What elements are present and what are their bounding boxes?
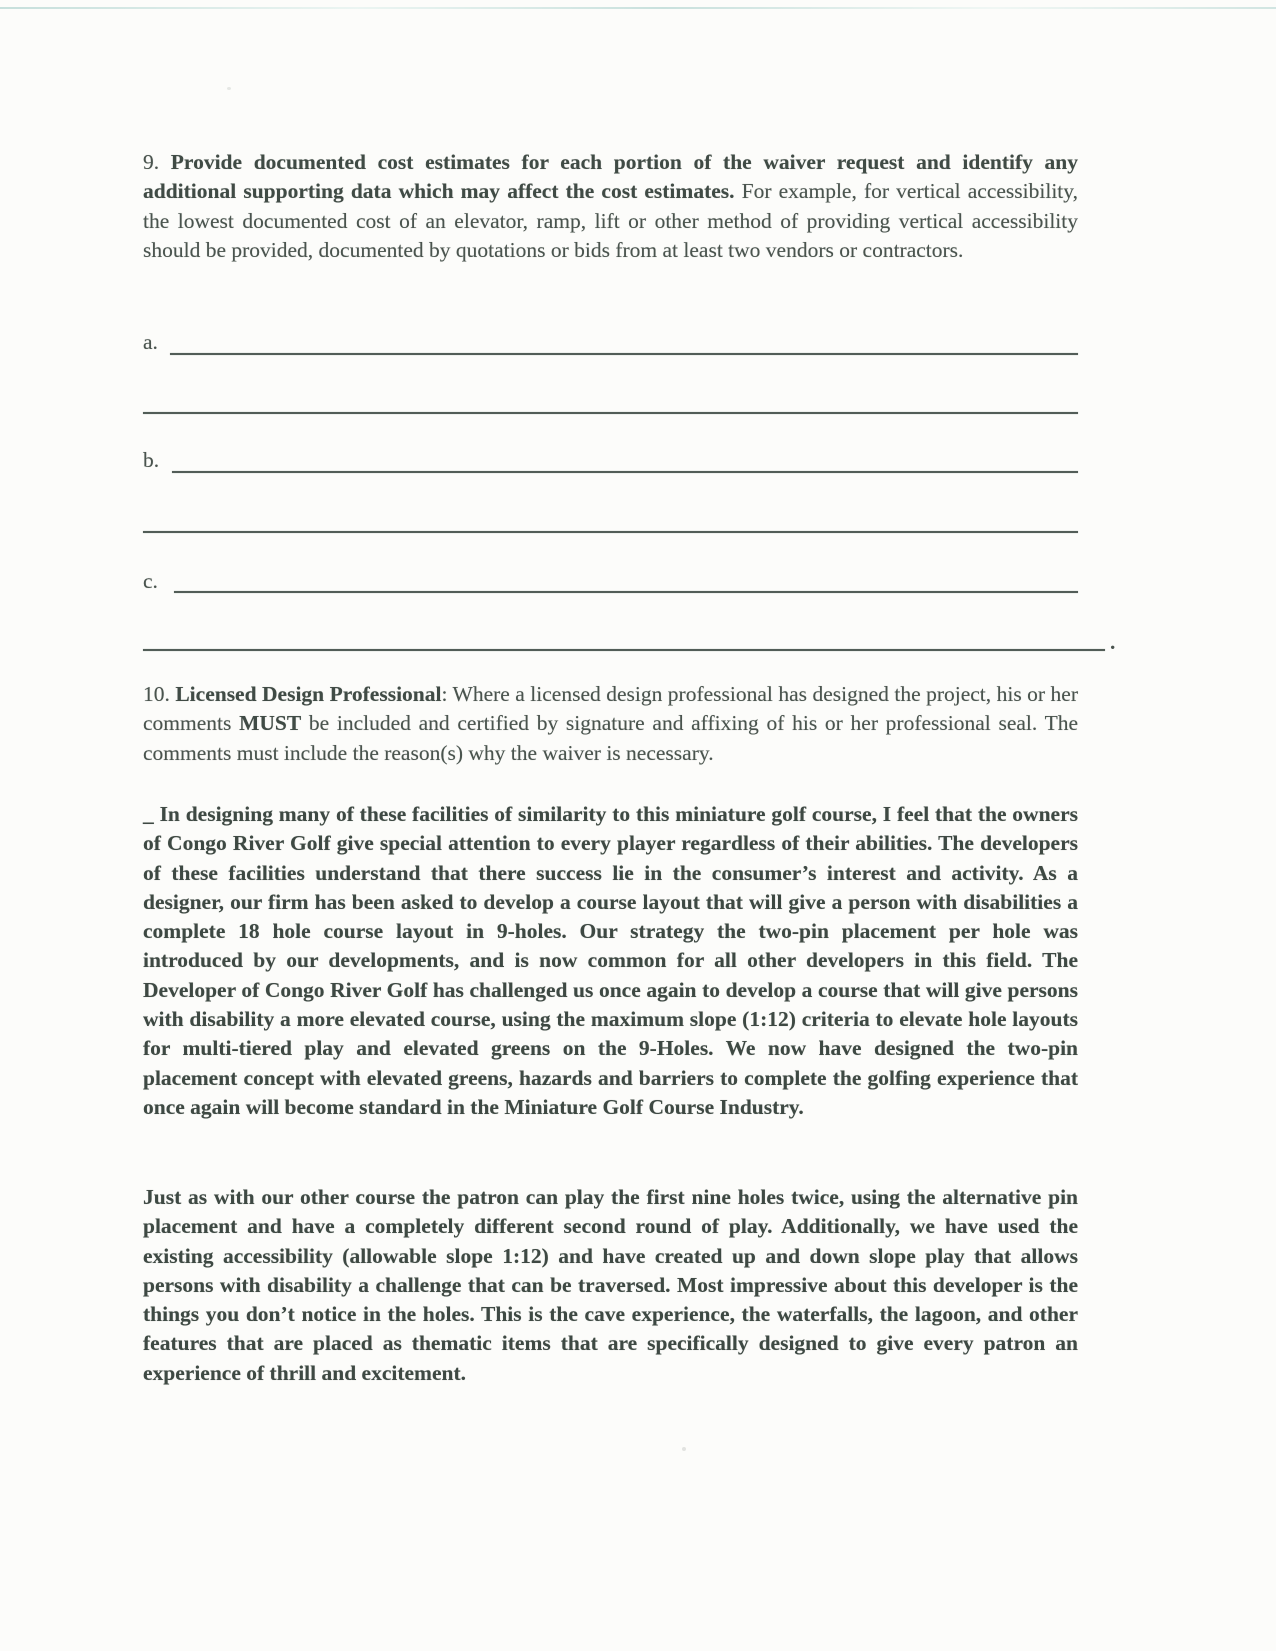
section-10-heading: Licensed Design Professional [169, 682, 442, 706]
scan-speck [227, 87, 231, 90]
section-9-paragraph [143, 148, 1078, 265]
answer-c-blank-line-continued [143, 649, 1105, 651]
designer-comments-paragraph-2: Just as with our other course the patron can play the first nine holes twice, using the alternative pin placement and have a completely different second round of play. Additionally, we have used the existing accessibility (allowable slope 1:12) and have created up and down slope play that allows persons with disability a challenge that can be traversed. Most impressive about this developer is the things you don’t notice in the holes. This is the cave experience, the waterfalls, the lagoon, and other features that are placed as thematic items that are specifically designed to give every patron an experience of thrill and excitement. [143, 1185, 1078, 1385]
section-10-number: 10. [143, 682, 170, 706]
section-9-regular-text: For example, for vertical accessibility, the lowest documented cost of an elevator, ramp, lift or other method of providing vertical accessibility should be provided, documented by quotations or bids from at least two vendors or contractors. [143, 179, 1078, 262]
answer-a-blank-line-continued [143, 412, 1078, 414]
section-10-paragraph [143, 680, 1078, 768]
section-10-tail-text: be included and certified by signature and affixing of his or her professional seal. The comments must include the reason(s) why the waiver is necessary. [143, 711, 1078, 765]
section-9-bold-text: Provide documented cost estimates for each portion of the waiver request and identify any additional supporting data which may affect the cost estimates. [143, 150, 1078, 204]
answer-a-blank-line [170, 353, 1078, 355]
answer-c-label: c. [143, 569, 158, 593]
section-10-must-word: MUST [239, 711, 302, 736]
answer-a-label: a. [143, 330, 158, 354]
answer-b-label: b. [143, 448, 160, 472]
answer-b-blank-line [172, 471, 1078, 473]
designer-comments-paragraph-1: _ In designing many of these facilities of similarity to this miniature golf course, I feel that the owners of Congo River Golf give special attention to every player regardless of their abilities. The developers of these facilities understand that there success lie in the consumer’s interest and activity. As a designer, our firm has been asked to develop a course layout that will give a person with disabilities a complete 18 hole course layout in 9-holes. Our strategy the two-pin placement per hole was introduced by our developments, and is now common for all other developers in this field. The Developer of Congo River Golf has challenged us once again to develop a course that will give persons with disability a more elevated course, using the maximum slope (1:12) criteria to elevate hole layouts for multi-tiered play and elevated greens on the 9-Holes. We now have designed the two-pin placement concept with elevated greens, hazards and barriers to complete the golfing experience that once again will become standard in the Miniature Golf Course Industry. [143, 802, 1078, 1119]
scan-artifact-top-edge [0, 7, 1276, 9]
answer-c-blank-line [174, 591, 1078, 593]
section-9-number: 9. [143, 150, 160, 174]
scan-speck [682, 1447, 686, 1451]
answer-b-blank-line-continued [143, 531, 1078, 533]
section-10-mid-text: : Where a licensed design professional has designed the project, his or her comments [143, 682, 1078, 736]
trailing-period: . [1110, 630, 1116, 654]
